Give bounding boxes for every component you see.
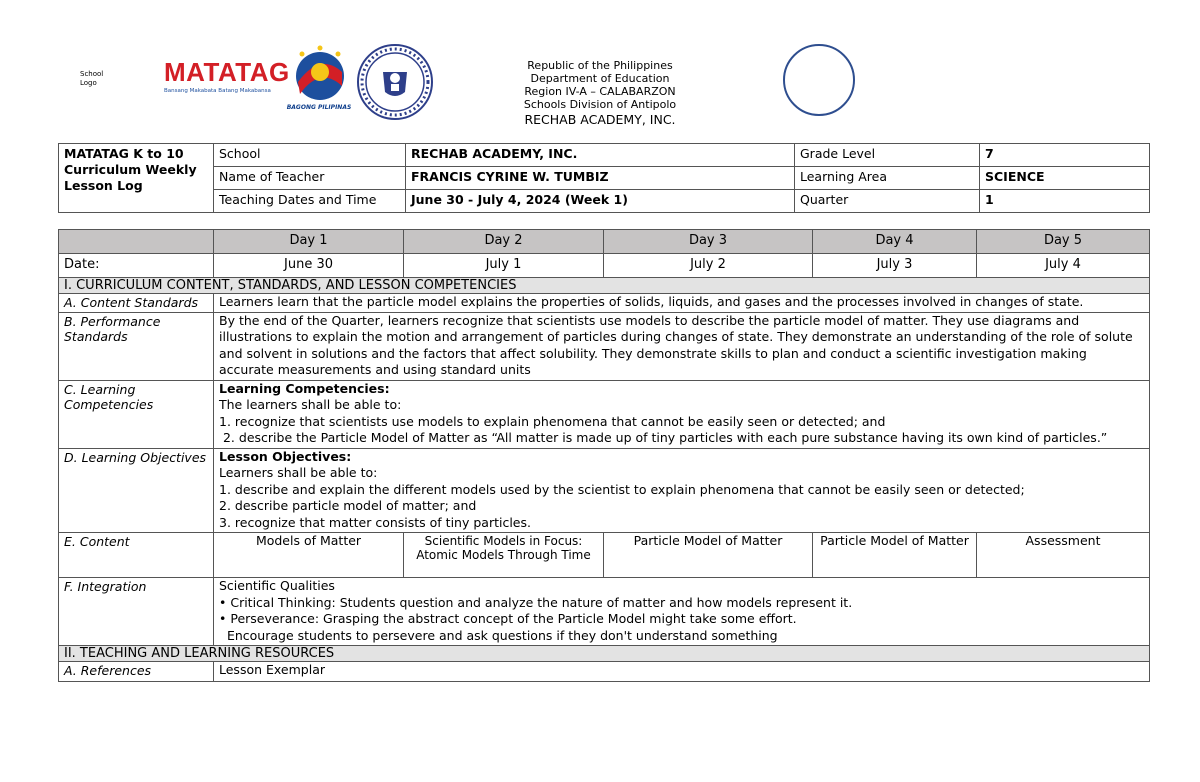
matatag-tagline: Bansang Makabata Batang Makabansa [164, 88, 271, 94]
integration-cell [214, 578, 1150, 646]
content-day-1: Models of Matter [214, 533, 404, 578]
content-day-2-text: Scientific Models in Focus: Atomic Models Through Time [416, 534, 591, 562]
matatag-wordmark: MATATAG [164, 57, 290, 87]
references-text: Lesson Exemplar [214, 662, 1150, 682]
day-header: Day 3 [604, 230, 813, 254]
day-header: Day 5 [977, 230, 1150, 254]
objectives-heading: Lesson Objectives: [219, 448, 352, 464]
content-day-4: Particle Model of Matter [813, 533, 977, 578]
lesson-log-info-table [58, 143, 1150, 213]
content-standards-text: Learners learn that the particle model explains the properties of solids, liquids, and gases and the processes involved in changes of state. [214, 294, 1150, 313]
learning-objectives-cell [214, 448, 1150, 533]
school-label: School [214, 144, 406, 167]
address-line-1: Republic of the Philippines [527, 59, 673, 72]
objective-item: 1. describe and explain the different models used by the scientist to explain phenomena that cannot be easily seen or detected; [219, 481, 1025, 497]
references-label: A. References [59, 662, 214, 682]
address-school-name: RECHAB ACADEMY, INC. [524, 112, 676, 127]
address-line-4: Schools Division of Antipolo [523, 98, 677, 111]
integration-item: • Perseverance: Grasping the abstract concept of the Particle Model might take some effort. [219, 611, 797, 626]
learning-area-value: SCIENCE [980, 167, 1150, 190]
teaching-dates-value: June 30 - July 4, 2024 (Week 1) [406, 190, 795, 213]
competency-item: 2. describe the Particle Model of Matter as “All matter is made up of tiny particles with each pure substance having its own kind of particles.” [219, 430, 1108, 445]
integration-item: • Critical Thinking: Students question and analyze the nature of matter and how models represent it. [219, 594, 853, 610]
learning-area-label: Learning Area [795, 167, 980, 190]
competency-item: 1. recognize that scientists use models to explain phenomena that cannot be easily seen or detected; and [219, 413, 886, 429]
performance-standards-text: By the end of the Quarter, learners recognize that scientists use models to describe the particle model of matter. They use diagrams and illustrations to explain the motion and arrangement of particles during changes of state. They demonstrate an understanding of the role of solute and solvent in solutions and the factors that affect solubility. They demonstrate skills to plan and conduct a scientific investigation making accurate measurements and using standard units [214, 312, 1150, 380]
matatag-logo [164, 58, 294, 94]
grade-level-value: 7 [980, 144, 1150, 167]
integration-label: F. Integration [59, 578, 214, 646]
section-heading-resources: II. TEACHING AND LEARNING RESOURCES [59, 646, 1150, 662]
day-header: Day 4 [813, 230, 977, 254]
deped-address-block [480, 59, 720, 128]
section-heading-curriculum: I. CURRICULUM CONTENT, STANDARDS, AND LESSON COMPETENCIES [59, 278, 1150, 294]
learning-objectives-label: D. Learning Objectives [59, 448, 214, 533]
bagong-pilipinas-label: BAGONG PILIPINAS [286, 104, 352, 111]
teacher-label: Name of Teacher [214, 167, 406, 190]
learning-competencies-cell [214, 380, 1150, 448]
objective-item: 2. describe particle model of matter; and [219, 498, 477, 513]
address-line-3: Region IV-A – CALABARZON [524, 85, 676, 98]
date-cell: July 3 [813, 254, 977, 278]
performance-standards-label: B. Performance Standards [59, 312, 214, 380]
day-header: Day 2 [404, 230, 604, 254]
school-value: RECHAB ACADEMY, INC. [406, 144, 795, 167]
content-day-3: Particle Model of Matter [604, 533, 813, 578]
objectives-intro: Learners shall be able to: [219, 465, 378, 480]
date-cell: June 30 [214, 254, 404, 278]
division-seal-placeholder [783, 44, 855, 116]
teacher-value: FRANCIS CYRINE W. TUMBIZ [406, 167, 795, 190]
school-logo-placeholder: School Logo [80, 70, 104, 87]
lesson-log-main-table [58, 229, 1150, 682]
content-label: E. Content [59, 533, 214, 578]
date-label: Date: [59, 254, 214, 278]
date-row [59, 254, 1150, 278]
competencies-heading: Learning Competencies: [219, 380, 390, 396]
quarter-label: Quarter [795, 190, 980, 213]
lesson-log-title: MATATAG K to 10 Curriculum Weekly Lesson Log [59, 144, 214, 213]
content-standards-label: A. Content Standards [59, 294, 214, 313]
grade-level-label: Grade Level [795, 144, 980, 167]
objective-item: 3. recognize that matter consists of tiny particles. [219, 514, 531, 530]
date-cell: July 4 [977, 254, 1150, 278]
date-cell: July 2 [604, 254, 813, 278]
content-day-5: Assessment [977, 533, 1150, 578]
day-header-row [59, 230, 1150, 254]
teaching-dates-label: Teaching Dates and Time [214, 190, 406, 213]
content-day-2 [404, 533, 604, 578]
day-header: Day 1 [214, 230, 404, 254]
competencies-intro: The learners shall be able to: [219, 397, 402, 412]
integration-heading: Scientific Qualities [219, 578, 335, 593]
learning-competencies-label: C. Learning Competencies [59, 380, 214, 448]
address-line-2: Department of Education [530, 72, 670, 85]
day-header-blank [59, 230, 214, 254]
deped-seal [355, 42, 435, 122]
integration-item: Encourage students to persevere and ask questions if they don't understand something [219, 627, 778, 643]
date-cell: July 1 [404, 254, 604, 278]
quarter-value: 1 [980, 190, 1150, 213]
